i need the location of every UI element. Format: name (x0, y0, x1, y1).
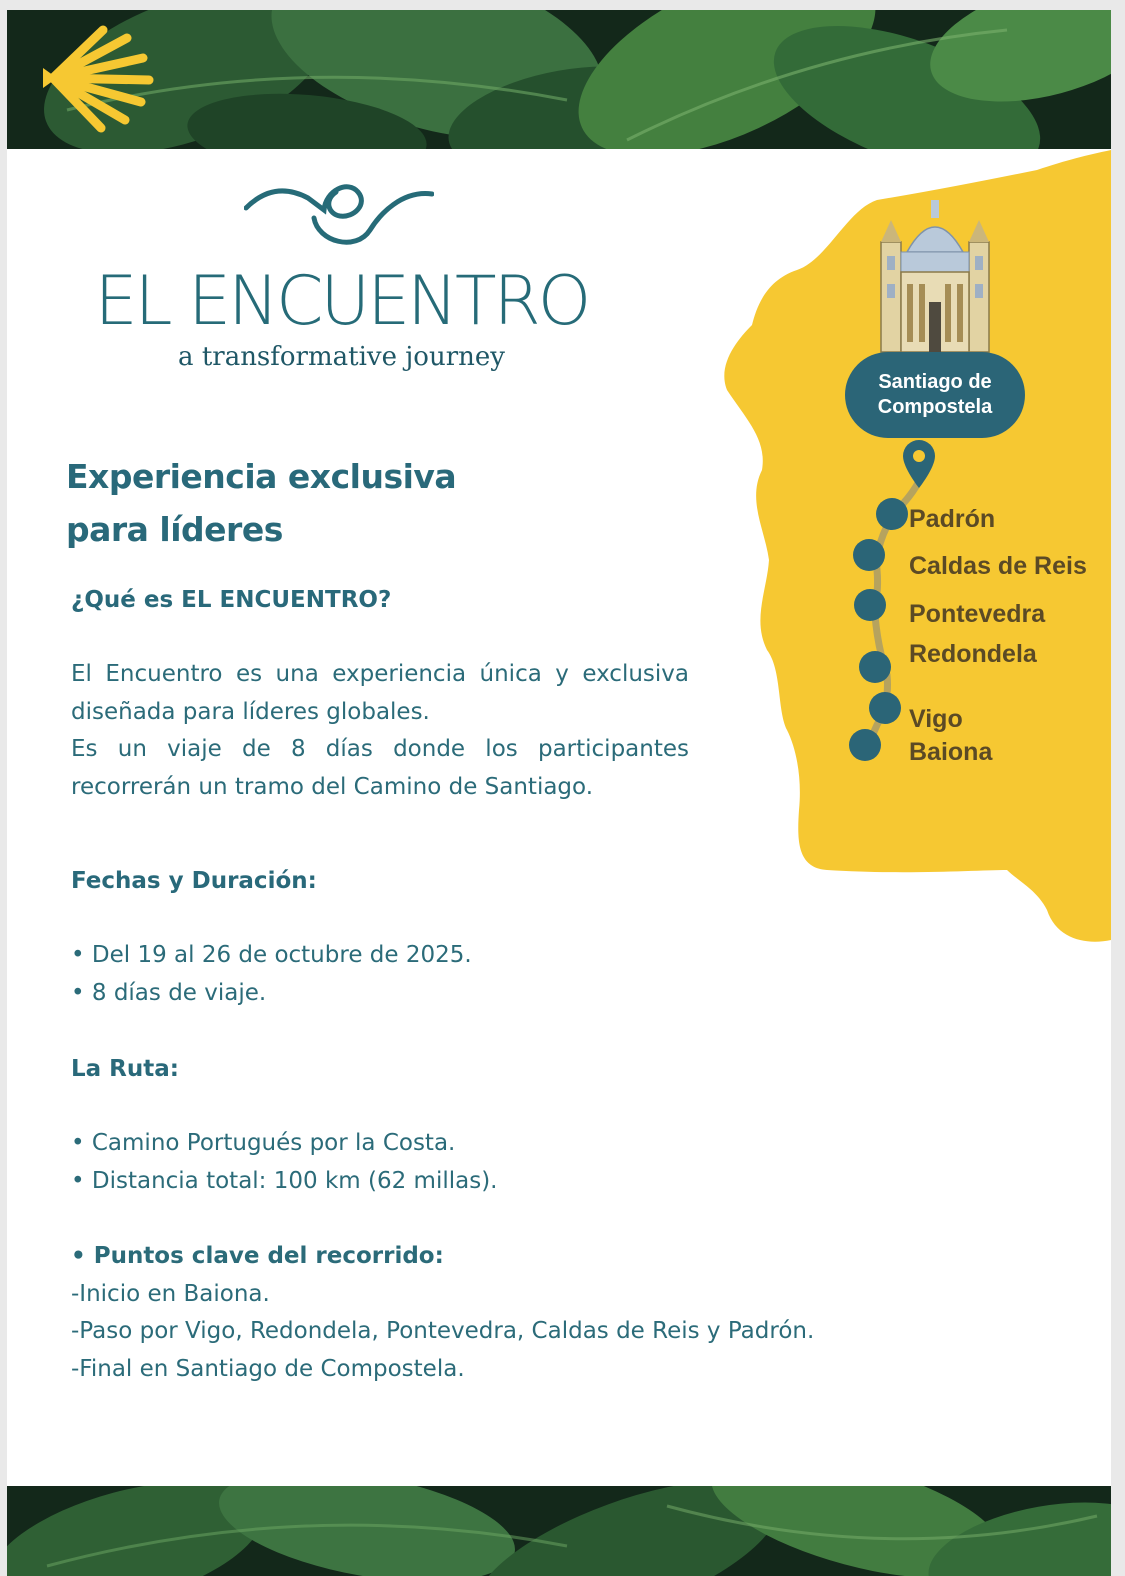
cathedral-icon (873, 192, 997, 358)
stop-label-pontevedra: Pontevedra (909, 600, 1046, 628)
headline-line-1: Experiencia exclusiva (66, 457, 457, 496)
list-item: • Del 19 al 26 de octubre de 2025. (71, 942, 472, 968)
dates-list (71, 937, 472, 1012)
stop-label-vigo: Vigo (909, 705, 963, 733)
about-paragraph-1: El Encuentro es una experiencia única y exclusiva diseñada para líderes globales. (71, 661, 689, 725)
map-pin-icon (901, 438, 937, 494)
list-item: -Paso por Vigo, Redondela, Pontevedra, Caldas de Reis y Padrón. (71, 1318, 815, 1344)
list-item: • Camino Portugués por la Costa. (71, 1130, 456, 1156)
list-item: -Final en Santiago de Compostela. (71, 1355, 465, 1382)
key-points (71, 1238, 814, 1388)
page-headline (66, 450, 566, 556)
stop-dot-redondela (859, 651, 891, 683)
route-list (71, 1125, 497, 1200)
leaf-header-image (7, 10, 1111, 149)
stop-label-padron: Padrón (909, 505, 996, 533)
brochure-page (7, 10, 1111, 1576)
destination-label (845, 352, 1025, 438)
list-item: -Inicio en Baiona. (71, 1280, 270, 1307)
leaf-footer-image (7, 1486, 1111, 1576)
stop-dot-caldas (853, 539, 885, 571)
stop-dot-pontevedra (854, 589, 886, 621)
about-title: ¿Qué es EL ENCUENTRO? (71, 587, 392, 613)
stop-dot-vigo (869, 692, 901, 724)
list-item: • 8 días de viaje. (71, 979, 267, 1006)
stop-dot-padron (876, 498, 908, 530)
dates-title: Fechas y Duración: (71, 868, 317, 894)
swirl-logo-icon (244, 170, 434, 256)
stop-label-redondela: Redondela (909, 640, 1037, 668)
scallop-shell-icon (39, 24, 159, 138)
stop-label-baiona: Baiona (909, 738, 993, 766)
list-item: • Distancia total: 100 km (62 millas). (71, 1167, 498, 1194)
route-title: La Ruta: (71, 1056, 179, 1082)
about-paragraph (71, 656, 689, 806)
headline-line-2: para líderes (66, 510, 283, 549)
brand-tagline: a transformative journey (178, 342, 505, 372)
brand-title: EL ENCUENTRO (94, 262, 589, 341)
key-points-title: • Puntos clave del recorrido: (71, 1243, 444, 1269)
brand-logo (69, 170, 614, 375)
about-paragraph-2: Es un viaje de 8 días donde los participantes recorrerán un tramo del Camino de Santiago. (71, 736, 689, 800)
stop-label-caldas: Caldas de Reis (909, 552, 1087, 580)
destination-text: Santiago de Compostela (877, 371, 993, 418)
stop-dot-baiona (849, 729, 881, 761)
